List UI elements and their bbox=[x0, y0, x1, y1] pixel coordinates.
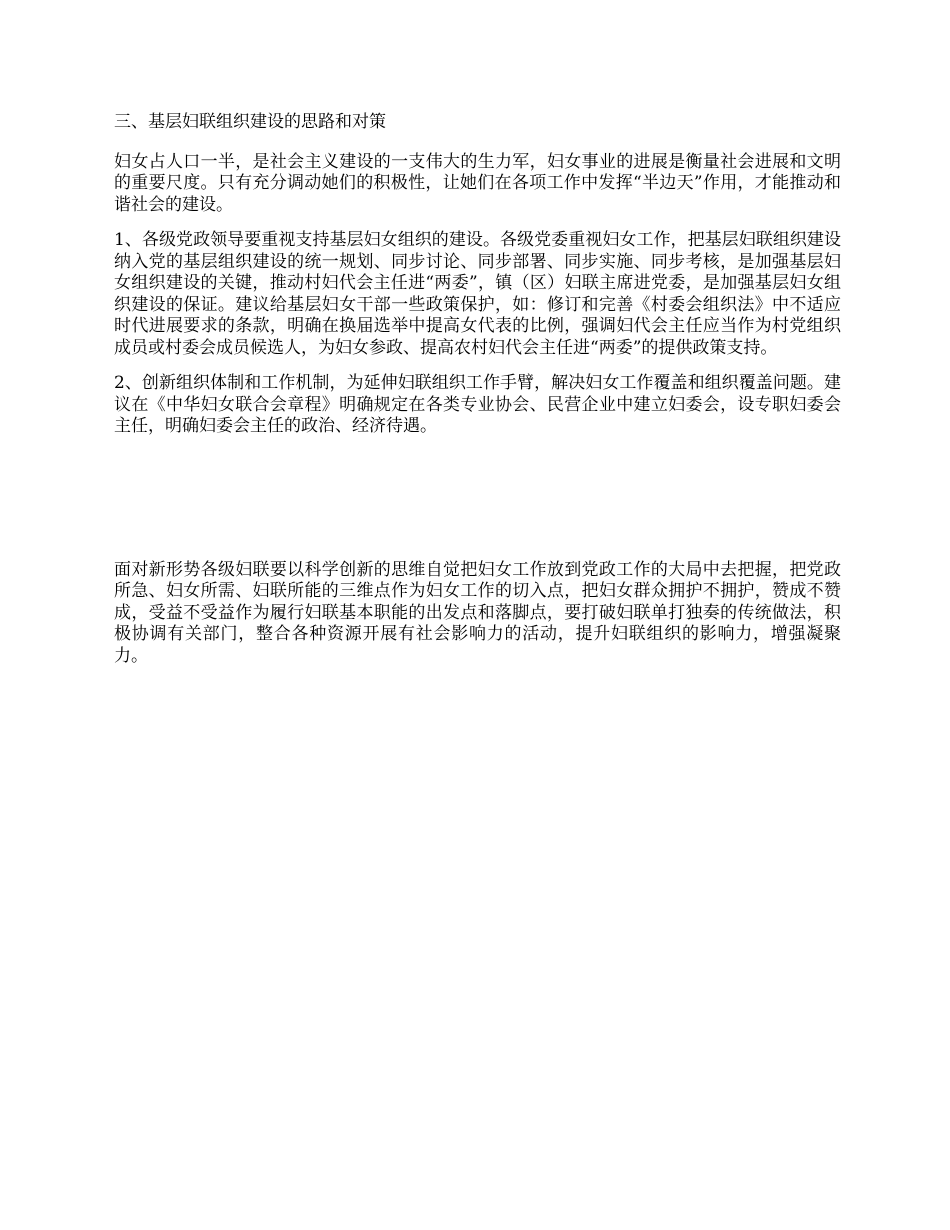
paragraph-intro: 妇女占人口一半，是社会主义建设的一支伟大的生力军，妇女事业的进展是衡量社会进展和文明的重要尺度。只有充分调动她们的积极性，让她们在各项工作中发挥“半边天”作用，才能推动和谐社会的建设。 bbox=[114, 151, 841, 215]
paragraph-closing: 面对新形势各级妇联要以科学创新的思维自觉把妇女工作放到党政工作的大局中去把握，把党政所急、妇女所需、妇联所能的三维点作为妇女工作的切入点，把妇女群众拥护不拥护，赞成不赞成，受益不受益作为履行妇联基本职能的出发点和落脚点，要打破妇联单打独奏的传统做法，积极协调有关部门，整合各种资源开展有社会影响力的活动，提升妇联组织的影响力，增强凝聚力。 bbox=[114, 559, 841, 666]
paragraph-point-2: 2、创新组织体制和工作机制，为延伸妇联组织工作手臂，解决妇女工作覆盖和组织覆盖问题。建议在《中华妇女联合会章程》明确规定在各类专业协会、民营企业中建立妇委会，设专职妇委会主任，明确妇委会主任的政治、经济待遇。 bbox=[114, 373, 841, 436]
document-body bbox=[114, 112, 841, 681]
blank-spacer bbox=[114, 452, 841, 560]
paragraph-point-1: 1、各级党政领导要重视支持基层妇女组织的建设。各级党委重视妇女工作，把基层妇联组织建设纳入党的基层组织建设的统一规划、同步讨论、同步部署、同步实施、同步考核，是加强基层妇女组织建设的关键，推动村妇代会主任进“两委”，镇（区）妇联主席进党委，是加强基层妇女组织建设的保证。建议给基层妇女干部一些政策保护，如：修订和完善《村委会组织法》中不适应时代进展要求的条款，明确在换届选举中提高女代表的比例，强调妇代会主任应当作为村党组织成员或村委会成员候选人，为妇女参政、提高农村妇代会主任进“两委”的提供政策支持。 bbox=[114, 230, 841, 358]
section-heading: 三、基层妇联组织建设的思路和对策 bbox=[114, 112, 386, 132]
